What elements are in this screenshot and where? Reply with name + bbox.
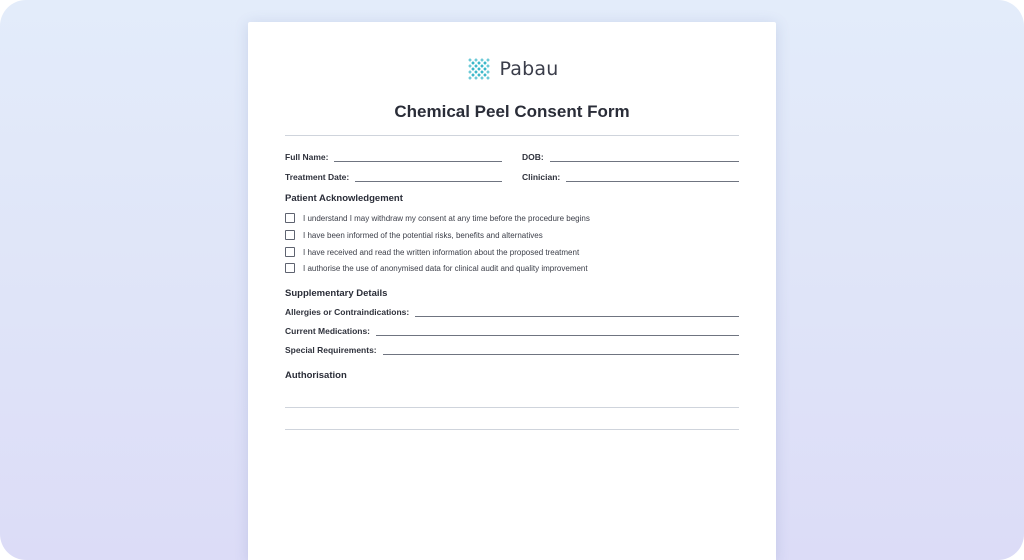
clinician-field[interactable] <box>522 172 739 182</box>
brand-name: Pabau <box>499 58 559 80</box>
checkbox[interactable] <box>285 230 295 240</box>
title-divider <box>285 135 739 136</box>
medications-field[interactable] <box>285 326 739 336</box>
clinician-label: Clinician: <box>522 172 561 182</box>
medications-label: Current Medications: <box>285 326 371 336</box>
acknowledgement-text: I authorise the use of anonymised data for clinical audit and quality improvement <box>303 263 588 273</box>
special-requirements-line[interactable] <box>383 346 739 355</box>
allergies-field[interactable] <box>285 307 739 317</box>
full-name-line[interactable] <box>334 153 502 162</box>
treatment-date-line[interactable] <box>355 173 502 182</box>
checkbox[interactable] <box>285 263 295 273</box>
treatment-date-label: Treatment Date: <box>285 172 350 182</box>
date-signature-line[interactable] <box>285 429 739 430</box>
treatment-date-field[interactable] <box>285 172 502 182</box>
acknowledgement-item[interactable] <box>285 213 590 223</box>
acknowledgement-item[interactable] <box>285 230 543 240</box>
acknowledgement-text: I have received and read the written information about the proposed treatment <box>303 247 580 257</box>
acknowledgement-heading: Patient Acknowledgement <box>285 193 403 204</box>
full-name-field[interactable] <box>285 152 502 162</box>
allergies-label: Allergies or Contraindications: <box>285 307 410 317</box>
acknowledgement-item[interactable] <box>285 247 579 257</box>
full-name-label: Full Name: <box>285 152 329 162</box>
checkbox[interactable] <box>285 213 295 223</box>
authorisation-heading: Authorisation <box>285 370 347 381</box>
special-requirements-label: Special Requirements: <box>285 345 377 355</box>
dob-field[interactable] <box>522 152 739 162</box>
special-requirements-field[interactable] <box>285 345 739 355</box>
form-title: Chemical Peel Consent Form <box>394 102 630 121</box>
dob-line[interactable] <box>550 153 739 162</box>
allergies-line[interactable] <box>415 308 739 317</box>
acknowledgement-text: I understand I may withdraw my consent at any time before the procedure begins <box>303 213 590 223</box>
brand-logo <box>248 56 776 82</box>
acknowledgement-item[interactable] <box>285 263 588 273</box>
consent-form-document <box>248 22 776 560</box>
signature-line[interactable] <box>285 407 739 408</box>
medications-line[interactable] <box>376 327 739 336</box>
dob-label: DOB: <box>522 152 544 162</box>
clinician-line[interactable] <box>566 173 739 182</box>
acknowledgement-text: I have been informed of the potential risks, benefits and alternatives <box>303 230 543 240</box>
diamond-dots-icon <box>466 56 492 82</box>
checkbox[interactable] <box>285 247 295 257</box>
supplementary-heading: Supplementary Details <box>285 288 388 299</box>
